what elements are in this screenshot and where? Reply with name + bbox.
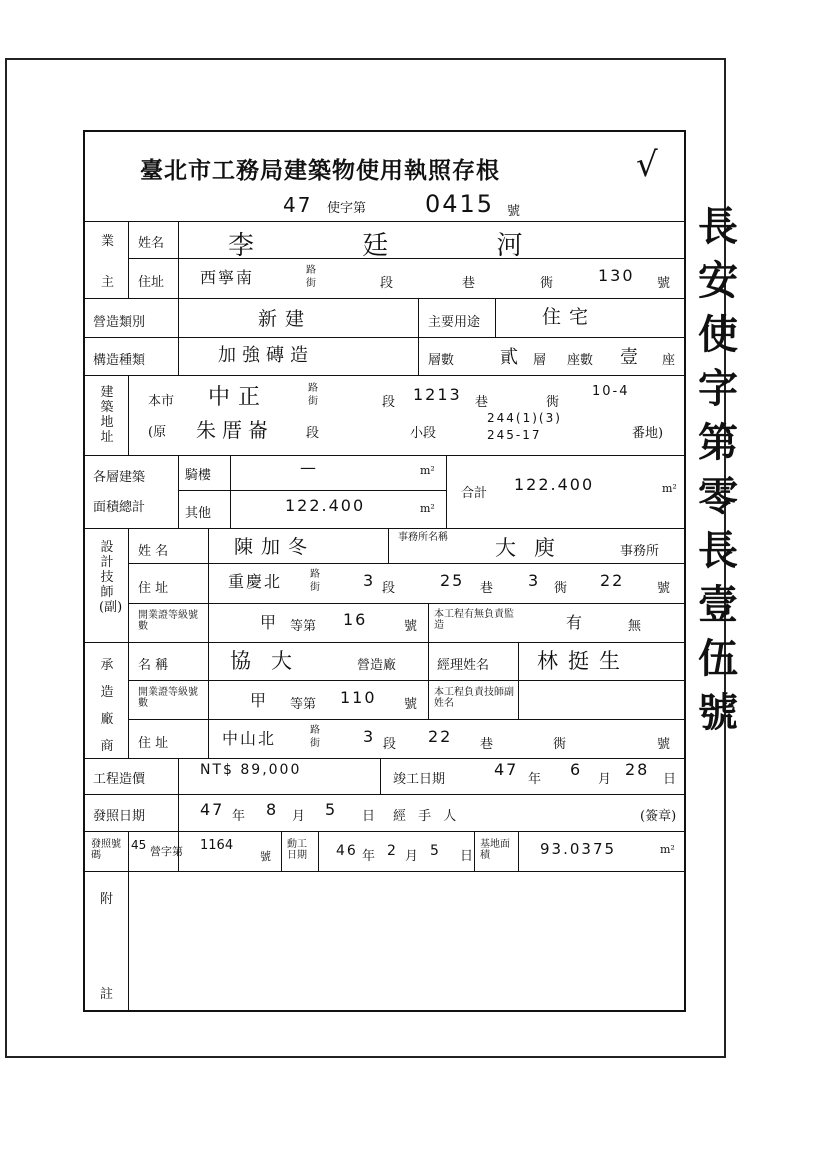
grid-line	[128, 221, 129, 298]
site-road-value: 中正	[208, 385, 269, 410]
total-label: 合計	[461, 486, 488, 501]
site-section-label: 段	[382, 395, 396, 410]
issue-year: 47	[200, 800, 225, 819]
side-stamp: 長安使字第零長壹伍號	[698, 203, 738, 736]
grid-line	[128, 603, 685, 604]
site-lane-label: 巷	[475, 395, 489, 410]
grid-line	[84, 758, 685, 759]
designer-office-suffix: 事務所	[620, 544, 660, 559]
grid-line	[281, 831, 282, 871]
designer-license-no: 16	[343, 610, 368, 629]
contractor-address-label: 住 址	[138, 736, 169, 751]
blocks-label: 座數	[567, 353, 594, 368]
total-value: 122.400	[514, 475, 595, 494]
designer-label: 設計技師(副)	[99, 540, 123, 615]
grid-line	[84, 455, 685, 456]
complete-month-label: 月	[598, 772, 612, 787]
grid-line	[230, 455, 231, 528]
owner-address-street: 西寧南	[200, 268, 255, 287]
site-orig-section-label: 段	[306, 426, 320, 441]
permit-year: 45	[131, 838, 147, 852]
permit-suffix: 號	[260, 850, 271, 863]
complete-year: 47	[494, 760, 519, 779]
arcade-unit: m²	[420, 464, 435, 477]
designer-address-value: 重慶北	[228, 572, 283, 591]
designer-number-value: 22	[600, 571, 625, 590]
grid-line	[84, 831, 685, 832]
grid-line	[84, 337, 685, 338]
grid-line	[84, 642, 685, 643]
grid-line	[208, 528, 209, 758]
grid-line	[428, 642, 429, 719]
contractor-street-label: 街	[310, 738, 320, 749]
owner-section-label: 段	[380, 276, 394, 291]
grid-line	[418, 298, 419, 375]
permit-number: 1164	[200, 838, 234, 853]
owner-alley-label: 衖	[540, 276, 554, 291]
form-frame	[83, 130, 686, 1012]
grid-line	[128, 680, 685, 681]
owner-number-label: 號	[657, 276, 671, 291]
site-lot-label: 番地)	[632, 426, 664, 441]
designer-number-label: 號	[657, 581, 671, 596]
main-use-label: 主要用途	[428, 315, 481, 330]
grid-line	[84, 871, 685, 872]
floors-unit: 層	[533, 353, 547, 368]
grid-line	[518, 831, 519, 871]
remarks-label-2: 註	[100, 987, 114, 1002]
complete-year-label: 年	[528, 772, 542, 787]
site-road-label: 路	[308, 383, 318, 394]
contractor-label: 承造廠商	[100, 658, 114, 754]
designer-address-label: 住 址	[138, 581, 169, 596]
other-value: 122.400	[285, 496, 366, 515]
grid-line	[428, 603, 429, 642]
designer-supervise-label: 本工程有無負責監造	[434, 609, 514, 631]
floors-value: 貳	[500, 347, 520, 368]
grid-line	[388, 528, 389, 563]
structure-type-value: 加強磚造	[218, 345, 314, 366]
other-unit: m²	[420, 502, 435, 515]
site-alley-label: 衖	[546, 395, 560, 410]
start-month: 2	[387, 843, 398, 859]
permit-label: 發照號碼	[91, 839, 121, 861]
other-label: 其他	[185, 506, 212, 521]
owner-name-value: 李 廷 河	[228, 231, 573, 261]
complete-date-label: 竣工日期	[393, 772, 446, 787]
grid-line	[474, 831, 475, 871]
scan-bottom-edge	[5, 1056, 725, 1058]
grid-line	[128, 528, 129, 758]
owner-road-label: 路	[306, 265, 316, 276]
issue-day-label: 日	[362, 809, 376, 824]
contractor-license-label: 開業證等級號數	[138, 687, 198, 709]
issue-month-label: 月	[292, 809, 306, 824]
designer-name-label: 姓 名	[138, 544, 169, 559]
owner-address-label: 住址	[138, 275, 165, 290]
start-year-label: 年	[362, 849, 376, 864]
issue-date-label: 發照日期	[93, 809, 146, 824]
contractor-manager-value: 林挺生	[537, 649, 630, 673]
base-area-value: 93.0375	[540, 840, 617, 858]
site-address-label: 建築地址	[100, 385, 114, 445]
designer-alley-value: 3	[528, 571, 541, 590]
contractor-license-mid: 等第	[290, 697, 317, 712]
handler-label: 經 手 人	[393, 809, 461, 824]
issue-year-label: 年	[232, 809, 246, 824]
owner-street-label: 街	[306, 278, 316, 289]
base-area-unit: m²	[660, 843, 675, 856]
owner-row-label-2: 主	[101, 275, 115, 290]
blocks-value: 壹	[620, 347, 640, 368]
license-year: 47	[283, 193, 313, 217]
license-word: 使字第	[327, 201, 367, 216]
designer-section-label: 段	[382, 581, 396, 596]
start-day-label: 日	[460, 849, 474, 864]
site-orig-prefix: (原	[148, 425, 167, 440]
area-label-1: 各層建築	[93, 470, 146, 485]
contractor-manager-label: 經理姓名	[437, 658, 490, 673]
start-date-label: 動工日期	[287, 839, 307, 861]
designer-road-label: 路	[310, 569, 320, 580]
owner-lane-label: 巷	[462, 276, 476, 291]
designer-name-value: 陳加冬	[234, 536, 316, 558]
contractor-name-value: 協大	[230, 649, 312, 673]
grid-line	[446, 455, 447, 528]
grid-line	[128, 871, 129, 1011]
site-lot-value-1: 244(1)(3)	[487, 411, 562, 425]
grid-line	[84, 375, 685, 376]
designer-office-value: 大庾	[495, 536, 573, 560]
contractor-alley-label: 衖	[553, 737, 567, 752]
start-day: 5	[430, 843, 441, 859]
grid-line	[318, 831, 319, 871]
designer-lane-label: 巷	[480, 581, 494, 596]
permit-word: 營字第	[150, 845, 183, 858]
license-suffix: 號	[507, 204, 521, 219]
cost-value: NT$ 89,000	[200, 762, 302, 778]
designer-license-suffix: 號	[404, 619, 418, 634]
remarks-label-1: 附	[100, 892, 114, 907]
cost-label: 工程造價	[93, 772, 146, 787]
blocks-unit: 座	[662, 353, 676, 368]
scan-top-edge	[5, 58, 725, 60]
base-area-label: 基地面積	[480, 839, 510, 861]
grid-line	[128, 831, 129, 871]
designer-alley-label: 衖	[554, 581, 568, 596]
complete-month: 6	[570, 760, 583, 779]
grid-line	[178, 298, 179, 375]
floors-label: 層數	[428, 353, 455, 368]
grid-line	[128, 375, 129, 455]
complete-day: 28	[625, 760, 650, 779]
issue-month: 8	[266, 800, 279, 819]
designer-section-value: 3	[363, 571, 376, 590]
owner-row-label: 業	[101, 234, 115, 249]
construction-type-value: 新建	[258, 308, 313, 330]
contractor-license-grade: 甲	[250, 691, 269, 710]
contractor-address-value: 中山北	[222, 729, 277, 748]
start-year: 46	[336, 843, 358, 859]
designer-license-label: 開業證等級號數	[138, 610, 198, 632]
contractor-license-suffix: 號	[404, 697, 418, 712]
contractor-lane-value: 22	[428, 727, 453, 746]
grid-line	[128, 563, 685, 564]
contractor-section-value: 3	[363, 727, 376, 746]
owner-number-value: 130	[598, 266, 635, 285]
complete-day-label: 日	[663, 772, 677, 787]
contractor-section-label: 段	[383, 737, 397, 752]
site-city-label: 本市	[148, 394, 175, 409]
contractor-tech-label: 本工程負責技師副姓名	[434, 687, 514, 709]
site-alley-value: 10-4	[592, 384, 630, 399]
designer-license-mid: 等第	[290, 619, 317, 634]
owner-name-label: 姓名	[138, 236, 165, 251]
grid-line	[84, 794, 685, 795]
license-number: 0415	[425, 190, 495, 218]
grid-line	[178, 221, 179, 298]
grid-line	[518, 642, 519, 719]
main-use-value: 住宅	[542, 306, 597, 328]
document-title: 臺北市工務局建築物使用執照存根	[140, 157, 500, 184]
designer-license-grade: 甲	[260, 613, 279, 632]
structure-type-label: 構造種類	[93, 353, 146, 368]
designer-supervise-no: 無	[628, 619, 642, 634]
site-subsection-label: 小段	[410, 426, 437, 441]
grid-line	[380, 758, 381, 794]
contractor-lane-label: 巷	[480, 737, 494, 752]
designer-supervise-yes: 有	[566, 613, 585, 632]
site-lane-value: 1213	[413, 385, 462, 404]
start-month-label: 月	[405, 849, 419, 864]
grid-line	[84, 298, 685, 299]
total-unit: m²	[662, 482, 677, 495]
site-street-label: 街	[308, 396, 318, 407]
construction-type-label: 營造類別	[93, 315, 146, 330]
contractor-road-label: 路	[310, 725, 320, 736]
scan-left-edge	[5, 58, 7, 1058]
contractor-name-suffix: 營造廠	[357, 658, 397, 673]
contractor-license-no: 110	[340, 688, 377, 707]
grid-line	[495, 298, 496, 337]
designer-office-label: 事務所名稱	[398, 532, 448, 543]
site-lot-value-2: 245-17	[487, 428, 542, 442]
contractor-number-label: 號	[657, 737, 671, 752]
grid-line	[128, 719, 685, 720]
grid-line	[178, 455, 179, 528]
issue-day: 5	[325, 800, 338, 819]
arcade-value: —	[300, 458, 318, 477]
contractor-name-label: 名 稱	[138, 658, 169, 673]
arcade-label: 騎樓	[185, 468, 212, 483]
grid-line	[178, 490, 446, 491]
sign-label: (簽章)	[640, 809, 677, 824]
site-orig-value: 朱厝崙	[196, 418, 274, 442]
designer-lane-value: 25	[440, 571, 465, 590]
designer-street-label: 街	[310, 582, 320, 593]
check-mark: √	[636, 145, 658, 185]
grid-line	[84, 528, 685, 529]
grid-line	[84, 221, 685, 222]
area-label-2: 面積總計	[93, 500, 146, 515]
